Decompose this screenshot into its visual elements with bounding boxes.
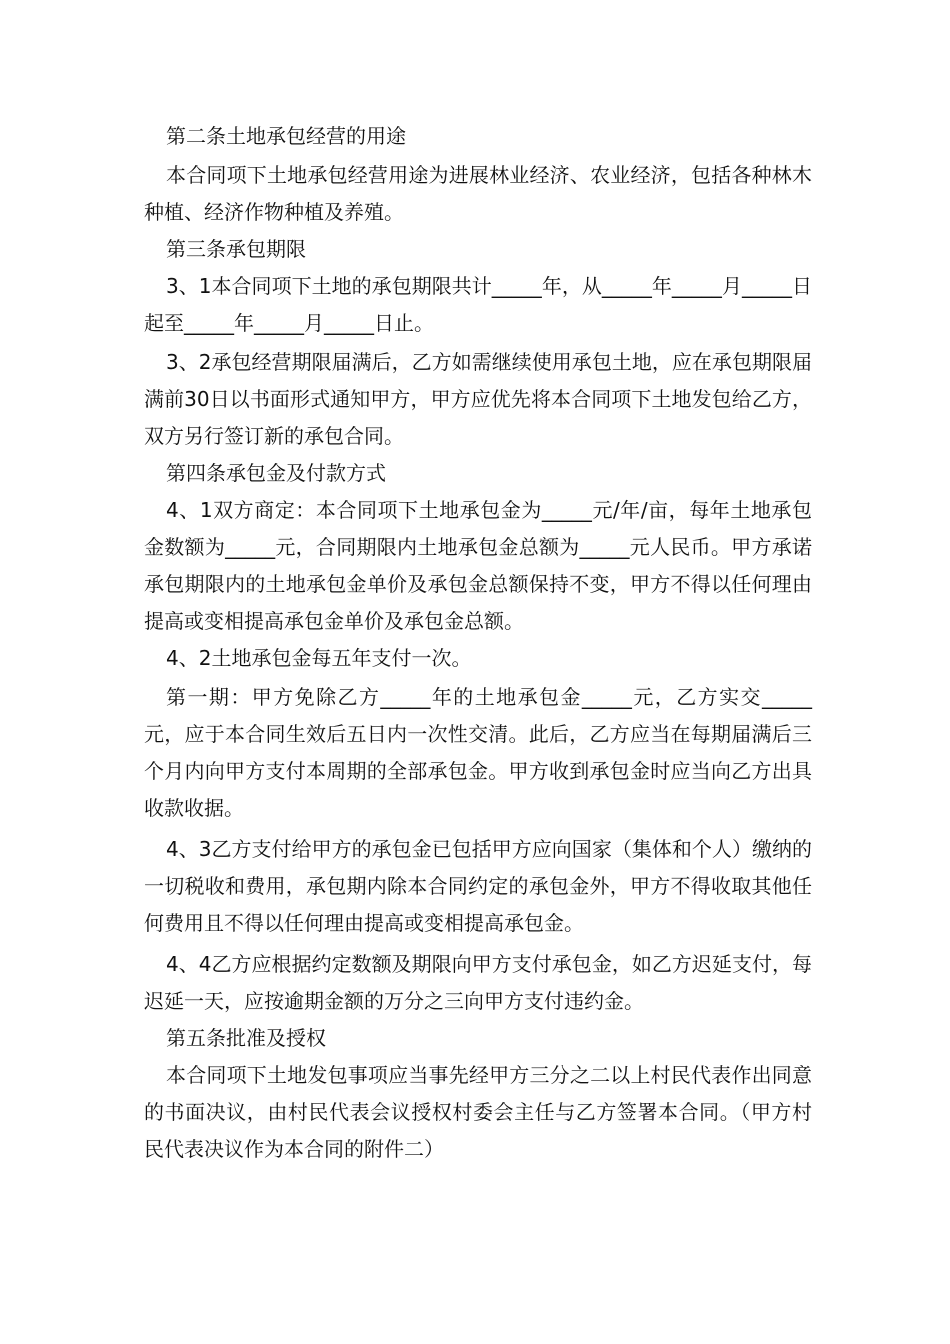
paragraph-4-2: 4、2土地承包金每五年支付一次。 <box>166 646 472 670</box>
paragraph-4-3: 4、3乙方支付给甲方的承包金已包括甲方应向国家（集体和个人）缴纳的一切税收和费用，承包期内除本合同约定的承包金外，甲方不得收取其他任何费用且不得以任何理由提高或变相提高承包金。 <box>144 837 812 935</box>
document-body <box>144 118 812 1168</box>
section-heading-3: 第三条承包期限 <box>166 237 306 261</box>
section-heading-5: 第五条批准及授权 <box>166 1026 326 1050</box>
paragraph-approval: 本合同项下土地发包事项应当事先经甲方三分之二以上村民代表作出同意的书面决议，由村民代表会议授权村委会主任与乙方签署本合同。（甲方村民代表决议作为本合同的附件二） <box>144 1063 812 1161</box>
paragraph-3-1: 3、1本合同项下土地的承包期限共计_____年，从_____年_____月_____日起至_____年_____月_____日止。 <box>144 274 812 335</box>
paragraph-3-2: 3、2承包经营期限届满后，乙方如需继续使用承包土地，应在承包期限届满前30日以书面形式通知甲方，甲方应优先将本合同项下土地发包给乙方，双方另行签订新的承包合同。 <box>144 350 812 448</box>
paragraph-4-4: 4、4乙方应根据约定数额及期限向甲方支付承包金，如乙方迟延支付，每迟延一天，应按逾期金额的万分之三向甲方支付违约金。 <box>144 952 812 1013</box>
section-heading-4: 第四条承包金及付款方式 <box>166 461 386 485</box>
section-heading-2: 第二条土地承包经营的用途 <box>166 124 406 148</box>
paragraph-first-period: 第一期：甲方免除乙方_____年的土地承包金_____元，乙方实交_____元，应于本合同生效后五日内一次性交清。此后，乙方应当在每期届满后三个月内向甲方支付本周期的全部承包金。甲方收到承包金时应当向乙方出具收款收据。 <box>144 685 812 820</box>
paragraph-4-1: 4、1双方商定：本合同项下土地承包金为_____元/年/亩，每年土地承包金数额为_____元，合同期限内土地承包金总额为_____元人民币。甲方承诺承包期限内的土地承包金单价及承包金总额保持不变，甲方不得以任何理由提高或变相提高承包金单价及承包金总额。 <box>144 498 812 633</box>
paragraph-usage: 本合同项下土地承包经营用途为进展林业经济、农业经济，包括各种林木种植、经济作物种植及养殖。 <box>144 163 812 224</box>
